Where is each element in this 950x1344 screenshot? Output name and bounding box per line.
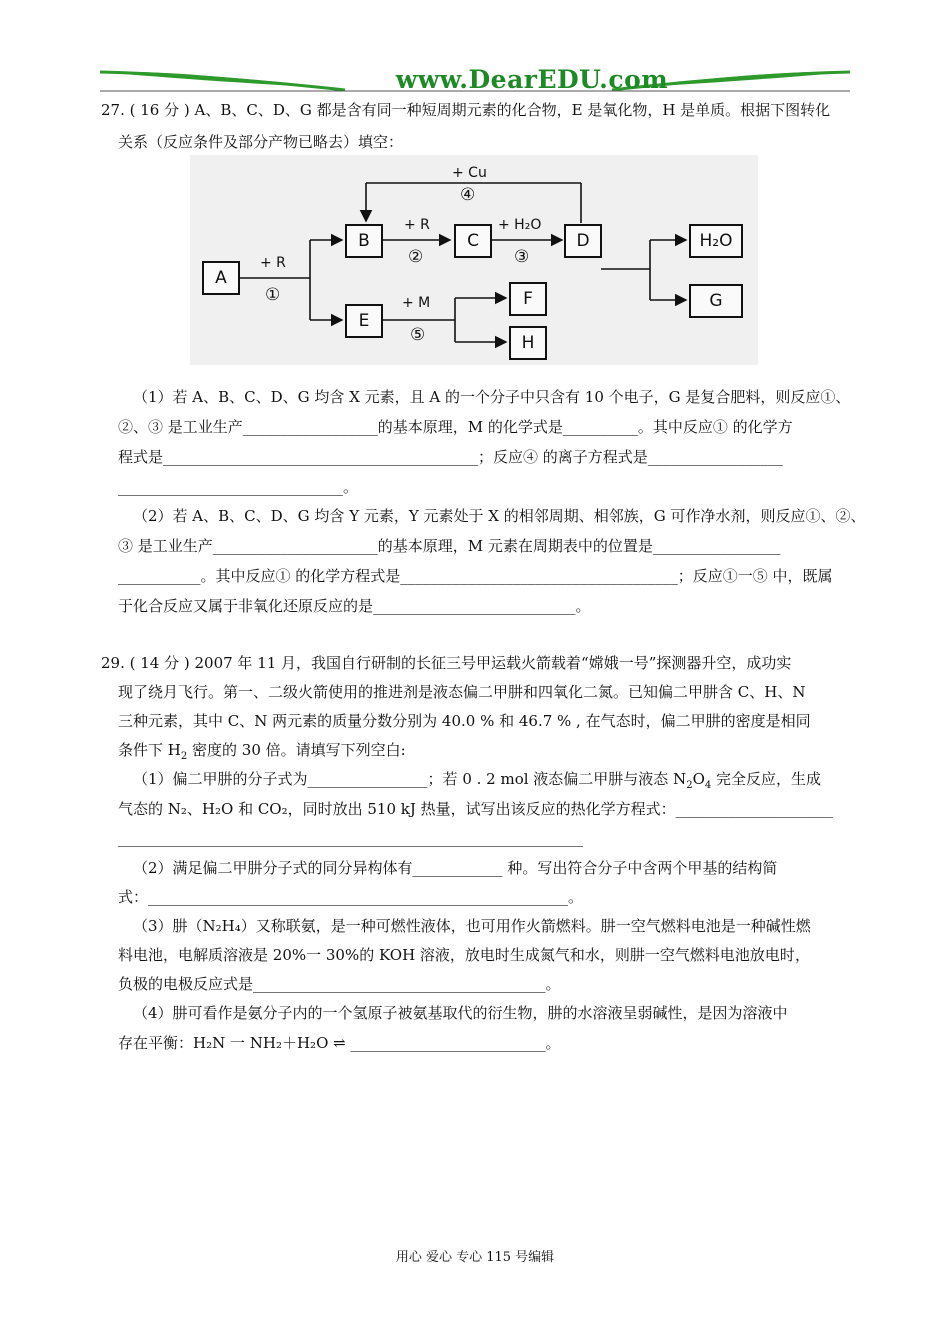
- q29-part2-line1: （2）满足偏二甲肼分子式的同分异构体有____________ 种。写出符合分子中含两个甲基的结构简: [133, 859, 778, 877]
- page-footer: 用心 爱心 专心 115 号编辑: [395, 1250, 555, 1265]
- q29-part1-line1-sub1: 2: [686, 780, 693, 791]
- site-header: [100, 64, 850, 94]
- q27-part1-line3: 程式是__________________________________________；反应④ 的离子方程式是__________________: [118, 448, 783, 466]
- box-D: D: [564, 224, 602, 258]
- box-B: B: [345, 224, 383, 258]
- step-2-number: ②: [408, 247, 424, 267]
- q29-part1-line2: 气态的 N₂、H₂O 和 CO₂，同时放出 510 kJ 热量，试写出该反应的热化学方程式：_____________________: [118, 800, 834, 818]
- box-G: G: [689, 284, 743, 318]
- q27-intro-line2: 关系（反应条件及部分产物已略去）填空：: [118, 133, 404, 151]
- q29-part1-line1-b: O: [692, 770, 705, 788]
- q27-part2-line1: （2）若 A、B、C、D、G 均含 Y 元素，Y 元素处于 X 的相邻周期、相邻族，G 可作净水剂，则反应①、②、: [133, 507, 866, 525]
- step-5-number: ⑤: [410, 325, 426, 345]
- q27-part2-line4: 于化合反应又属于非氧化还原反应的是___________________________。: [118, 597, 591, 615]
- step-1-number: ①: [265, 285, 281, 305]
- q29-part1-line3: ______________________________________________________________: [118, 829, 583, 847]
- q29-part3-line2: 料电池，电解质溶液是 20%一 30%的 KOH 溶液，放电时生成氮气和水，则肼一空气燃料电池放电时，: [118, 946, 810, 964]
- label-plus-R-1: + R: [260, 255, 286, 271]
- q29-part4-line1: （4）肼可看作是氨分子内的一个氢原子被氨基取代的衍生物，肼的水溶液呈弱碱性，是因为溶液中: [133, 1004, 788, 1022]
- q29-intro-line4-sub: 2: [180, 751, 188, 762]
- step-4-number: ④: [460, 185, 476, 205]
- q27-part1-line1: （1）若 A、B、C、D、G 均含 X 元素，且 A 的一个分子中只含有 10 个电子，G 是复合肥料，则反应①、: [133, 388, 851, 406]
- site-logo-text: www.DearEDU.com: [395, 65, 669, 94]
- q29-part2-line2: 式：________________________________________________________。: [118, 888, 584, 906]
- q29-part1-line1-sub2: 4: [704, 780, 712, 791]
- q29-part1-line1-c: 完全反应，生成: [711, 770, 822, 788]
- label-plus-M: + M: [402, 295, 431, 311]
- box-E: E: [345, 304, 383, 338]
- q27-part1-line2: ②、③ 是工业生产__________________的基本原理，M 的化学式是__________。其中反应① 的化学方: [118, 418, 793, 436]
- q29-intro-line4-b: 密度的 30 倍。请填写下列空白:: [187, 741, 406, 759]
- q29-part3-line1: （3）肼（N₂H₄）又称联氨，是一种可燃性液体，也可用作火箭燃料。肼一空气燃料电池是一种碱性燃: [133, 917, 811, 935]
- q27-part2-line2: ③ 是工业生产______________________的基本原理，M 元素在周期表中的位置是_________________: [118, 537, 781, 555]
- box-F: F: [509, 282, 547, 316]
- q29-part1-line1-a: （1）偏二甲肼的分子式为________________；若 0 . 2 mol 液态偏二甲肼与液态 N: [133, 770, 687, 788]
- box-A: A: [202, 261, 240, 295]
- q29-intro-line3: 三种元素，其中 C、N 两元素的质量分数分别为 40.0 % 和 46.7 % , 在气态时，偏二甲肼的密度是相同: [118, 712, 811, 730]
- reaction-flow-diagram: [190, 155, 758, 365]
- q27-part2-line3: ___________。其中反应① 的化学方程式是_____________________________________；反应①一⑤ 中，既属: [118, 567, 833, 585]
- q29-part3-line3: 负极的电极反应式是_______________________________________。: [118, 975, 561, 993]
- q29-intro-line4-a: 条件下 H: [118, 741, 181, 759]
- q29-intro-line2: 现了绕月飞行。第一、二级火箭使用的推进剂是液态偏二甲肼和四氧化二氮。已知偏二甲肼含 C、H、N: [118, 683, 806, 701]
- q29-intro-line4: [118, 739, 858, 768]
- q29-intro-line1: 29. ( 14 分 ) 2007 年 11 月，我国自行研制的长征三号甲运载火箭载着“嫦娥一号”探测器升空，成功实: [101, 654, 792, 672]
- box-H: H: [509, 326, 547, 360]
- label-plus-Cu: + Cu: [452, 165, 487, 181]
- q27-intro-line1: 27. ( 16 分 ) A、B、C、D、G 都是含有同一种短周期元素的化合物，E 是氧化物，H 是单质。根据下图转化: [101, 101, 831, 119]
- step-3-number: ③: [514, 247, 530, 267]
- q27-part1-line4: ______________________________。: [118, 478, 359, 496]
- label-plus-R-2: + R: [404, 217, 430, 233]
- box-H2O: H₂O: [689, 224, 743, 258]
- q29-part1-line1: [133, 768, 873, 797]
- box-C: C: [454, 224, 492, 258]
- label-plus-H2O: + H₂O: [498, 217, 542, 233]
- q29-part4-line2: 存在平衡：H₂N 一 NH₂＋H₂O ⇌ __________________________。: [118, 1034, 561, 1052]
